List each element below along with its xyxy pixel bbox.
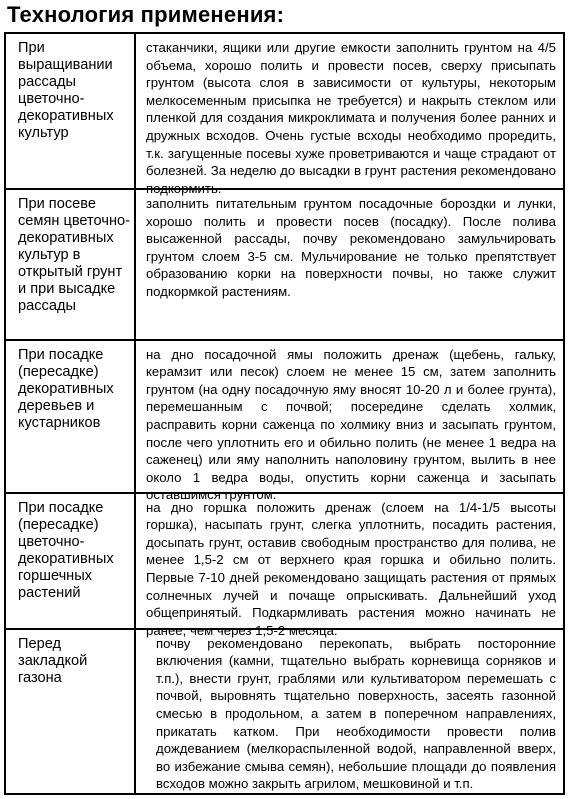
table-row [6,628,563,793]
row-label: При посадке (пересадке) цветочно-декоративных горшечных растений [6,494,136,628]
row-label: При посадке (пересадке) декоративных деревьев и кустарников [6,341,136,492]
table-row [6,339,563,503]
page-title: Технология применения: [7,2,285,27]
row-label: Перед закладкой газона [6,630,136,793]
table-row [6,188,563,339]
row-label: При выращивании рассады цветочно-декоративных культур [6,34,136,188]
row-text: на дно посадочной ямы положить дренаж (щебень, гальку, керамзит или песок) слоем не менее 15 см, затем заполнить грунтом (на одну посадочную яму вносят 10-20 л и более грунта), перемешанным с почвой; посередине сделать холмик, расправить корни саженца по холмику вниз и засыпать грунтом, после чего уплотнить его и обильно полить (не менее 1 ведра на саженец) или яму наполнить наполовину грунтом, вылить в нее около 1 ведра воды, опустить корни саженца и засыпать оставшимся грунтом. [146,346,556,503]
row-label: При посеве семян цветочно-декоративных культур в открытый грунт и при высадке рассады [6,190,136,339]
row-text: стаканчики, ящики или другие емкости заполнить грунтом на 4/5 объема, хорошо полить и провести посев, сверху присыпать грунтом (высота слоя в зависимости от культуры, некоторым мелкосеменным присыпка не требуется) и накрыть стеклом или пленкой для создания микроклимата и получения более ранних и дружных всходов. Очень густые всходы необходимо проредить, т.к. загущенные посевы хуже проветриваются и чаще страдают от болезней. За неделю до высадки в грунт растения рекомендовано подкормить. [146,40,556,196]
row-text: заполнить питательным грунтом посадочные бороздки и лунки, хорошо полить и провести посев (посадку). После полива высаженной рассады, почву рекомендовано замульчировать грунтом слоем 3-5 см. Мульчирование не только препятствует образованию корки на поверхности почвы, но также служит подкормкой растениям. [146,196,556,299]
instructions-table [4,32,565,795]
table-row [6,34,563,196]
row-text: на дно горшка положить дренаж (слоем на 1/4-1/5 высоты горшка), насыпать грунт, слегка уплотнить, посадить растения, досыпать грунт, оставив свободным пространство для полива, не менее 1,5-2 см от верхнего края горшка и обильно полить. Первые 7-10 дней рекомендовано защищать растения от прямых солнечных лучей и почаще опрыскивать. Дальнейший уход общепринятый. Подкармливать растения можно начинать не ранее, чем через 1,5-2 месяца. [146,499,556,638]
table-row [6,492,563,638]
row-text: почву рекомендовано перекопать, выбрать посторонние включения (камни, тщательно выбрать корневища сорняков и т.п.), внести грунт, граблями или культиватором перемешать с почвой, выровнять тщательно поверхность, засеять газонной смесью в продольном, а затем в поперечном направлениях, прикатать катком. При необходимости провести полив дождеванием (мелкораспыленной водой, направленной вверх, во избежание смыва семян), небольшие площади до появления всходов можно закрыть агрилом, мешковиной и т.п. [156,635,556,792]
